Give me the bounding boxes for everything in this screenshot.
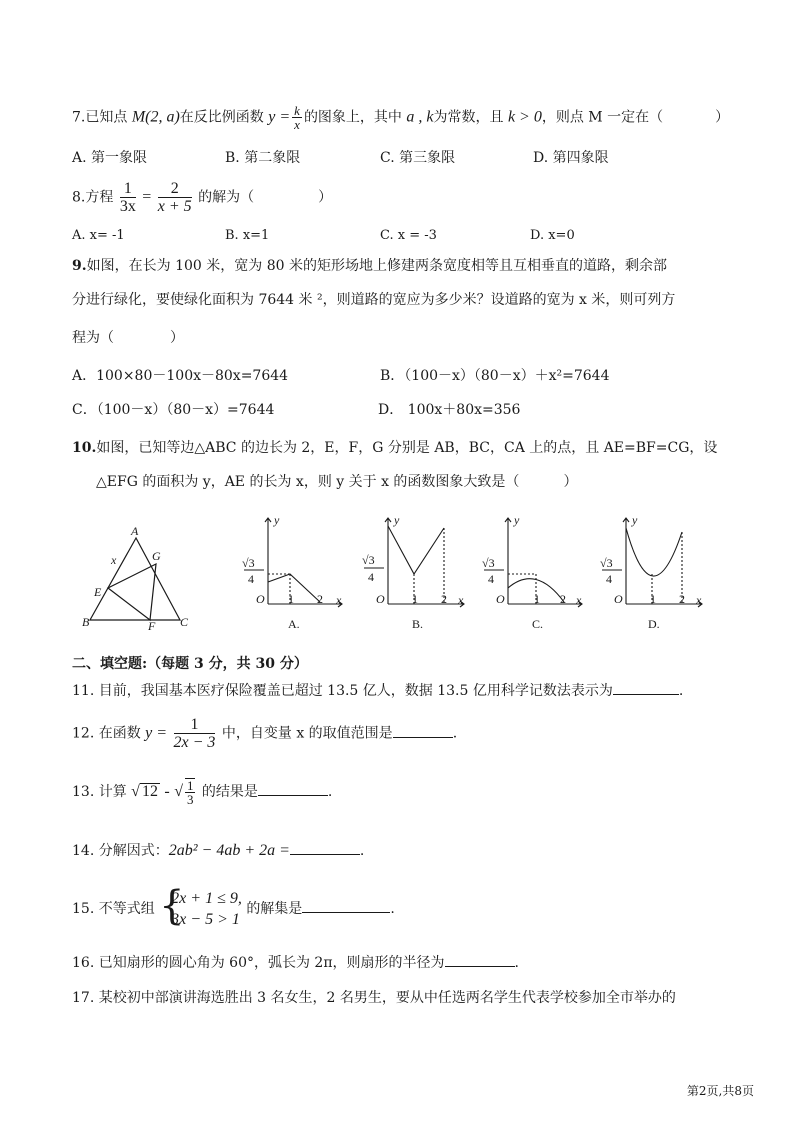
svg-text:y: y (632, 513, 638, 527)
svg-text:2: 2 (317, 592, 323, 606)
q7-fraction: $\frac{k}{x}$ (294, 103, 300, 132)
svg-text:1: 1 (288, 592, 294, 606)
svg-text:√3: √3 (362, 553, 375, 567)
q12: 12. 在函数 y = $\frac{1}{2x - 3}$ 中，自变量 x 的取值范围是 . (72, 716, 458, 751)
svg-text:D.: D. (648, 617, 660, 631)
svg-text:4: 4 (248, 572, 254, 586)
svg-text:2: 2 (560, 592, 566, 606)
svg-text:1: 1 (650, 592, 656, 606)
q10-graph-d (592, 512, 708, 636)
label-f: F (148, 619, 156, 630)
q10-line-1: 10.如图，已知等边△ABC 的边长为 2，E，F，G 分别是 AB，BC，CA 上的点，且 AE=BF=CG，设 (72, 440, 718, 456)
svg-text:x: x (576, 593, 582, 607)
q10-triangle-figure (78, 526, 198, 630)
q8-option-d: D. x=0 (530, 228, 575, 243)
q10-graph-b (354, 512, 470, 636)
svg-text:y: y (274, 513, 280, 527)
svg-text:O: O (496, 592, 505, 606)
svg-text:4: 4 (606, 572, 612, 586)
q14: 14. 分解因式：2ab² − 4ab + 2a = . (72, 842, 365, 859)
graph-d-curve (626, 528, 682, 576)
svg-text:x: x (336, 593, 342, 607)
q7-option-c: C. 第三象限 (380, 150, 456, 166)
q9-option-d: D． 100x＋80x=356 (378, 402, 521, 418)
q7-point: M(2, a) (131, 108, 180, 126)
page-footer: 第2页,共8页 (686, 1084, 754, 1098)
q10-line-2: △EFG 的面积为 y，AE 的长为 x，则 y 关于 x 的函数图象大致是（ ） (96, 474, 578, 490)
q12-fraction: $\frac{1}{2x - 3}$ (173, 716, 216, 751)
q9-option-c: C．（100－x）（80－x）=7644 (72, 402, 275, 418)
q11: 11. 目前，我国基本医疗保险覆盖已超过 13.5 亿人，数据 13.5 亿用科学记数法表示为 . (72, 680, 683, 701)
q13: 13. 计算 √ 12 - √ $\frac{1}{3}$ 的结果是 . (72, 778, 333, 807)
graph-b-curve (388, 526, 444, 574)
label-b: B (82, 615, 90, 629)
svg-text:O: O (614, 592, 623, 606)
svg-text:A.: A. (288, 617, 300, 631)
q9-line-2: 分进行绿化，要使绿化面积为 7644 米 ²，则道路的宽应为多少米？设道路的宽为 x 米，则可列方 (72, 292, 676, 308)
svg-text:B.: B. (412, 617, 424, 631)
svg-text:x: x (458, 593, 464, 607)
svg-text:4: 4 (368, 570, 374, 584)
svg-text:O: O (376, 592, 385, 606)
label-x: x (111, 553, 117, 567)
svg-text:x: x (696, 593, 702, 607)
q15: 15. 不等式组 { 2x + 1 ≤ 9, 3x − 5 > 1 的解集是 . (72, 883, 395, 929)
q17: 17. 某校初中部演讲海选胜出 3 名女生，2 名男生，要从中任选两名学生代表学校参加全市举办的 (72, 990, 676, 1006)
q15-inequality-system: { 2x + 1 ≤ 9, 3x − 5 > 1 (159, 883, 242, 929)
svg-text:2: 2 (441, 592, 447, 606)
q8-option-c: C. x = -3 (380, 228, 437, 243)
svg-text:y: y (394, 513, 400, 527)
label-c: C (180, 615, 189, 629)
q9-option-a: A．100×80－100x－80x=7644 (72, 368, 289, 384)
q8-right-fraction: $\frac{2}{x + 5}$ (157, 180, 192, 215)
graph-a-curve (268, 574, 320, 602)
q9-option-b: B．（100－x）（80－x）＋x²=7644 (380, 368, 610, 384)
svg-text:y: y (514, 513, 520, 527)
svg-text:1: 1 (534, 592, 540, 606)
q7-stem: 7.已知点 M(2, a)在反比例函数 y = $\frac{k}{x}$ 的图象上，其中 a , k为常数，且 k > 0，则点 M 一定在（ ） (72, 103, 730, 132)
q8-left-fraction: $\frac{1}{3x}$ (119, 180, 136, 215)
triangle-efg (108, 564, 156, 620)
q8-stem: 8.方程 $\frac{1}{3x}$ = $\frac{2}{x + 5}$ 的解为（ ） (72, 180, 333, 215)
svg-text:O: O (256, 592, 265, 606)
q13-fraction: $\frac{1}{3}$ (186, 778, 194, 807)
q10-graph-c (472, 512, 588, 636)
label-g: G (152, 549, 161, 563)
q8-option-b: B. x=1 (225, 228, 270, 243)
q8-option-a: A. x= -1 (72, 228, 125, 243)
svg-text:C.: C. (532, 617, 544, 631)
svg-text:1: 1 (412, 592, 418, 606)
svg-text:2: 2 (679, 592, 685, 606)
q7-option-d: D. 第四象限 (533, 150, 609, 166)
section-2-title: 二、填空题:（每题 3 分，共 30 分） (72, 656, 308, 672)
label-e: E (94, 585, 102, 599)
q16: 16. 已知扇形的圆心角为 60°，弧长为 2π，则扇形的半径为 . (72, 952, 519, 973)
q7-option-b: B. 第二象限 (225, 150, 301, 166)
svg-text:√3: √3 (482, 556, 495, 570)
triangle-abc (90, 538, 180, 620)
q7-option-a: A. 第一象限 (72, 150, 148, 166)
q10-graph-a (232, 512, 348, 636)
svg-text:4: 4 (488, 572, 494, 586)
svg-text:√3: √3 (600, 556, 613, 570)
label-a: A (131, 526, 139, 538)
svg-text:√3: √3 (242, 556, 255, 570)
q9-line-3: 程为（ ） (72, 330, 184, 346)
q9-line-1: 9.如图，在长为 100 米，宽为 80 米的矩形场地上修建两条宽度相等且互相垂直的道路，剩余部 (72, 258, 667, 274)
